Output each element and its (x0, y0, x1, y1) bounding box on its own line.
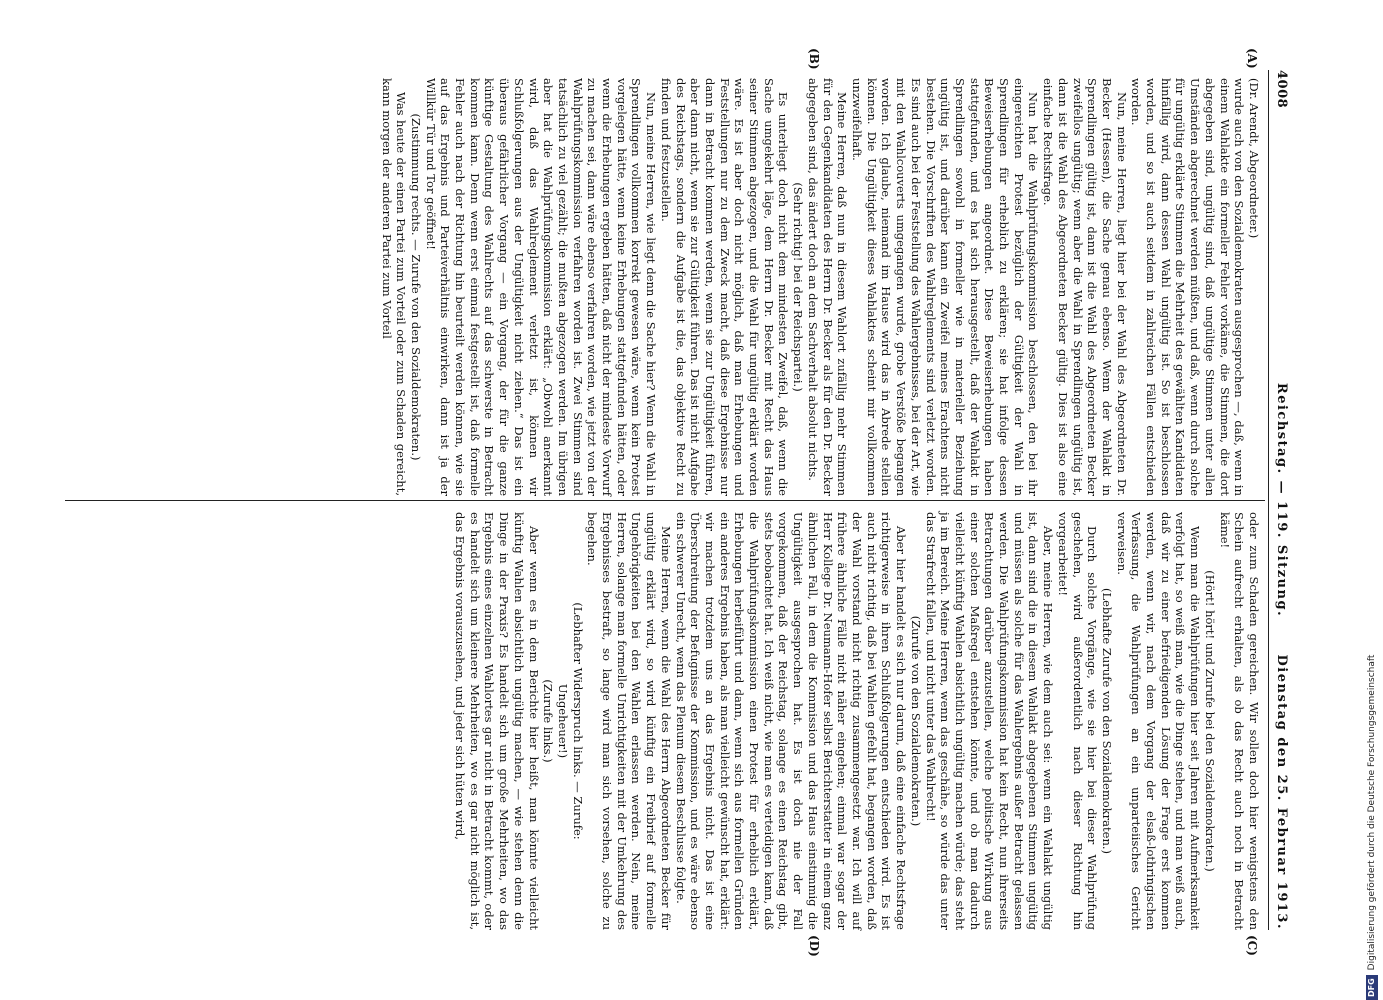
paragraph: wurde auch von den Sozialdemokraten ausgesprochen —, daß, wenn in einem Wahlakte ein formeller Fehler vorkäme, die Stimmen, die dort abgegeben sind, ungültig sind, daß ungültige Stimmen unter allen Umständen abgerechnet werden müßten, und daß, wenn durch solche für ungültig erklärte Stimmen die Mehrheit des gewählten Kandidaten hinfällig wird, dann dessen Wahl ungültig ist. So ist beschlossen worden, und so ist auch seitdem in zahlreichen Fällen entschieden worden. (1129, 78, 1247, 496)
document-page (53, 0, 1383, 1000)
session-date: Dienstag den 25. Februar 1913. (1274, 654, 1289, 930)
column-divider (65, 500, 1265, 501)
session-title: Reichstag. — 119. Sitzung. (1274, 382, 1289, 618)
reaction-note: (Lebhafte Zurufe von den Sozialdemokraten.) (1099, 588, 1114, 854)
reaction-note: (Zurufe links.) (541, 679, 556, 763)
reaction-note: (Hört! hört! und Zurufe bei den Sozialdemokraten.) (1202, 570, 1217, 872)
margin-marker-c: (C) (1245, 935, 1259, 956)
paragraph: (Dr. Arendt, Abgeordneter.) (1247, 78, 1261, 239)
paragraph: Aber wenn es in dem Berichte hier heißt, man könnte vielleicht künftig Wahlen absichtlich ungültig machen, — wie stehen denn die Dinge in der Praxis? Es handelt sich um große Mehrheiten, wo das Ergebnis eines einzelnen Wahlortes gar nicht in Betracht kommt, oder es handelt sich um kleinere Mehrheiten, wo es gar nicht möglich ist, das Ergebnis vorauszusehen, und jeder sich hüten wird, (453, 512, 541, 930)
credit-text: Digitalisierung gefördert durch die Deutsche Forschungsgemeinschaft (1367, 654, 1377, 971)
reaction-note: (Zustimmung rechts. — Zurufe von den Sozialdemokraten.) (408, 113, 423, 461)
page-number: 4008 (1274, 70, 1289, 109)
paragraph: Durch solche Vorgänge, wie sie hier bei dieser Wahlprüfung geschehen, wird außerordentlich nach dieser Richtung hin vorgearbeitet! (1055, 512, 1100, 930)
paragraph: Meine Herren, wenn die Wahl des Herrn Abgeordneten Becker für ungültig erklärt wird, so wird künftig ein Freibrief auf formelle Ungehörigkeiten bei den Wahlen erlassen werden. Nein, meine Herren, solange man formelle Unrichtigkeiten mit der Umkehrung des Ergebnisses bestraft, so lange wird man sich vorsehen, solche zu begehen. (585, 512, 673, 930)
header-rule (1268, 70, 1269, 930)
paragraph: Es unterliegt doch nicht dem mindesten Zweifel, daß, wenn die Sache umgekehrt läge, dem Herrn Dr. Becker mit Recht das Haus seiner Stimmen abgezogen, und die Wahl für ungültig erklärt worden wäre. Es ist aber doch nicht möglich, daß man Erhebungen und Feststellungen nur zu dem Zweck macht, daß diese Ergebnisse nur dann in Betracht kommen werden, wenn sie zur Ungültigkeit führen, aber dann nicht, wenn sie zur Gültigkeit führen. Das ist nicht Aufgabe des Reichstags, sondern die Aufgabe ist die, das objektive Recht zu finden und festzustellen. (658, 78, 791, 496)
digitization-credit (1363, 400, 1381, 1000)
reaction-note: Ungeheuer!) (555, 683, 570, 759)
margin-marker-a: (A) (1245, 48, 1259, 69)
margin-marker-d: (D) (807, 935, 821, 957)
paragraph: Was heute der einen Partei zum Vorteil oder zum Schaden gereicht, kann morgen der anderen Partei zum Vorteil (379, 78, 409, 496)
page-header (1269, 70, 1293, 930)
paragraph: Nun, meine Herren, wie liegt denn die Sache hier? Wenn die Wahl in Sprendlingen vollkommen korrekt gewesen wäre, wenn kein Protest vorgelegen hätte, wenn keine Erhebungen stattgefunden hätten, oder wenn die Erhebungen ergeben hätten, daß nicht der mindeste Vorwurf zu machen sei, dann wäre ebenso verfahren worden, wie jetzt von der Wahlprüfungskommission verfahren worden ist. Zwei Stimmen sind tatsächlich zu viel gezählt; die mußten abgezogen werden. Im übrigen aber hat die Wahlprüfungskommission erklärt: „Obwohl anerkannt wird, daß das Wahlreglement verletzt ist, können wir Schlußfolgerungen aus der Ungültigkeit nicht ziehen.“ Das ist ein überaus gefährlicher Vorgang — ein Vorgang, der für die ganze künftige Gestaltung des Wahlrechts auf das schwerste in Betracht kommen kann. Denn wenn erst einmal festgestellt ist, daß formelle Fehler auch nach der Richtung hin beurteilt werden können, wie sie auf das Ergebnis und Parteiverhältnis einwirken, dann ist ja der Willkür Tür und Tor geöffnet! (423, 78, 659, 496)
paragraph: Nun, meine Herren, liegt hier bei der Wahl des Abgeordneten Dr. Becker (Hessen), die Sache genau ebenso. Wenn der Wahlakt in Sprendlingen gültig ist, dann ist die Wahl des Abgeordneten Becker zweifellos ungültig; wenn aber die Wahl in Sprendlingen ungültig ist, dann ist die Wahl des Abgeordneten Becker gültig. Dies ist also eine einfache Rechtsfrage. (1041, 78, 1129, 496)
margin-marker-b: (B) (807, 48, 821, 70)
paragraph: Nun hat die Wahlprüfungskommission beschlossen, den bei ihr eingereichten Protest bezüglich der Gültigkeit der Wahl in Sprendlingen für erheblich zu erklären; sie hat infolge dessen Beweiserhebungen angeordnet. Diese Beweiserhebungen haben stattgefunden, und es hat sich herausgestellt, daß der Wahlakt in Sprendlingen sowohl in formeller wie in materieller Beziehung ungültig ist, und darüber kann ein Zweifel meines Erachtens nicht bestehen. Die Vorschriften des Wahlreglements sind verletzt worden. Es sind auch bei der Feststellung des Wahlergebnisses, bei der Art, wie mit den Wahlcouverts umgegangen wurde, grobe Verstöße begangen worden. Ich glaube, niemand im Hause wird das in Abrede stellen können. Die Ungültigkeit dieses Wahlaktes scheint mir vollkommen unzweifelhaft. (850, 78, 1041, 496)
reaction-note: (Sehr richtig! bei der Reichspartei.) (791, 182, 806, 392)
paragraph: Aber, meine Herren, wie dem auch sei: wenn ein Wahlakt ungültig ist, dann sind die in diesem Wahlakt abgegebenen Stimmen ungültig und müssen als solche für das Wahlergebnis außer Betracht gelassen werden. Die Wahlprüfungskommission hat kein Recht, nun ihrerseits Betrachtungen darüber anzustellen, welche politische Wirkung aus einer solchen Maßregel entstehen könnte, und ob man dadurch vielleicht künftig Wahlen absichtlich ungültig machen würde; das steht ja im Bereich. Meine Herren, wenn das geschähe, so würde das unter das Strafrecht fallen, und nicht unter das Wahlrecht! (923, 512, 1056, 930)
right-text-column (452, 512, 1261, 930)
reaction-note: (Zurufe von den Sozialdemokraten.) (908, 615, 923, 827)
paragraph: oder zum Schaden gereichen. Wir sollen doch hier wenigstens den Schein aufrecht erhalten, als ob das Recht auch noch in Betracht käme! (1217, 512, 1261, 930)
left-text-column (379, 78, 1261, 496)
paragraph: Wenn man die Wahlprüfungen hier seit Jahren mit Aufmerksamkeit verfolgt hat, so weiß man, wie die Dinge stehen, und man weiß auch, daß wir zu einer befriedigenden Lösung der Frage erst kommen werden, wenn wir, nach dem Vorgang der elsaß-lothringischen Verfassung, die Wahlprüfungen an ein unparteiisches Gericht verweisen. (1114, 512, 1203, 930)
paragraph: Aber hier handelt es sich nur darum, daß eine einfache Rechtsfrage richtigerweise in ihren Schlußfolgerungen entschieden wird. Es ist auch nicht richtig, daß bei Wahlen gefehlt hat, begangen worden, daß der Wahl vorstand nicht richtig zusammengesetzt war. Ich will auf frühere ähnliche Fälle nicht näher eingehen; einmal war sogar der Herr Kollege Dr. Neumann-Hofer selbst Berichterstatter in einem ganz ähnlichen Fall, in dem die Kommission und das Haus einstimmig die Ungültigkeit ausgesprochen hat. Es ist doch nie der Fall vorgekommen, daß der Reichstag, solange es einen Reichstag gibt, stets beobachtet hat. Ich weiß nicht, wie man es verteidigen kann, daß die Wahlprüfungskommission einen Protest für erheblich erklärt, Erhebungen herbeiführt und dann, wenn sich aus formellen Gründen ein anderes Ergebnis haben, als man vielleicht gewünscht hat, erklärt: wir machen trotzdem uns an das Ergebnis nicht. Das ist eine Überschreitung der Befugnisse der Kommission, und es wäre ebenso ein schwerer Unrecht, wenn das Plenum diesem Beschlusse folgte. (673, 512, 909, 930)
reaction-note: (Lebhafter Widerspruch links. — Zurufe: (570, 602, 585, 840)
dfg-logo-icon: DFG (1366, 975, 1378, 1000)
paragraph: Meine Herren, daß nun in diesem Wahlort zufällig mehr Stimmen für den Gegenkandidaten des Herrn Dr. Becker als für den Dr. Becker abgegeben sind, das ändert doch an dem Sachverhalt absolut nichts. (805, 78, 850, 496)
